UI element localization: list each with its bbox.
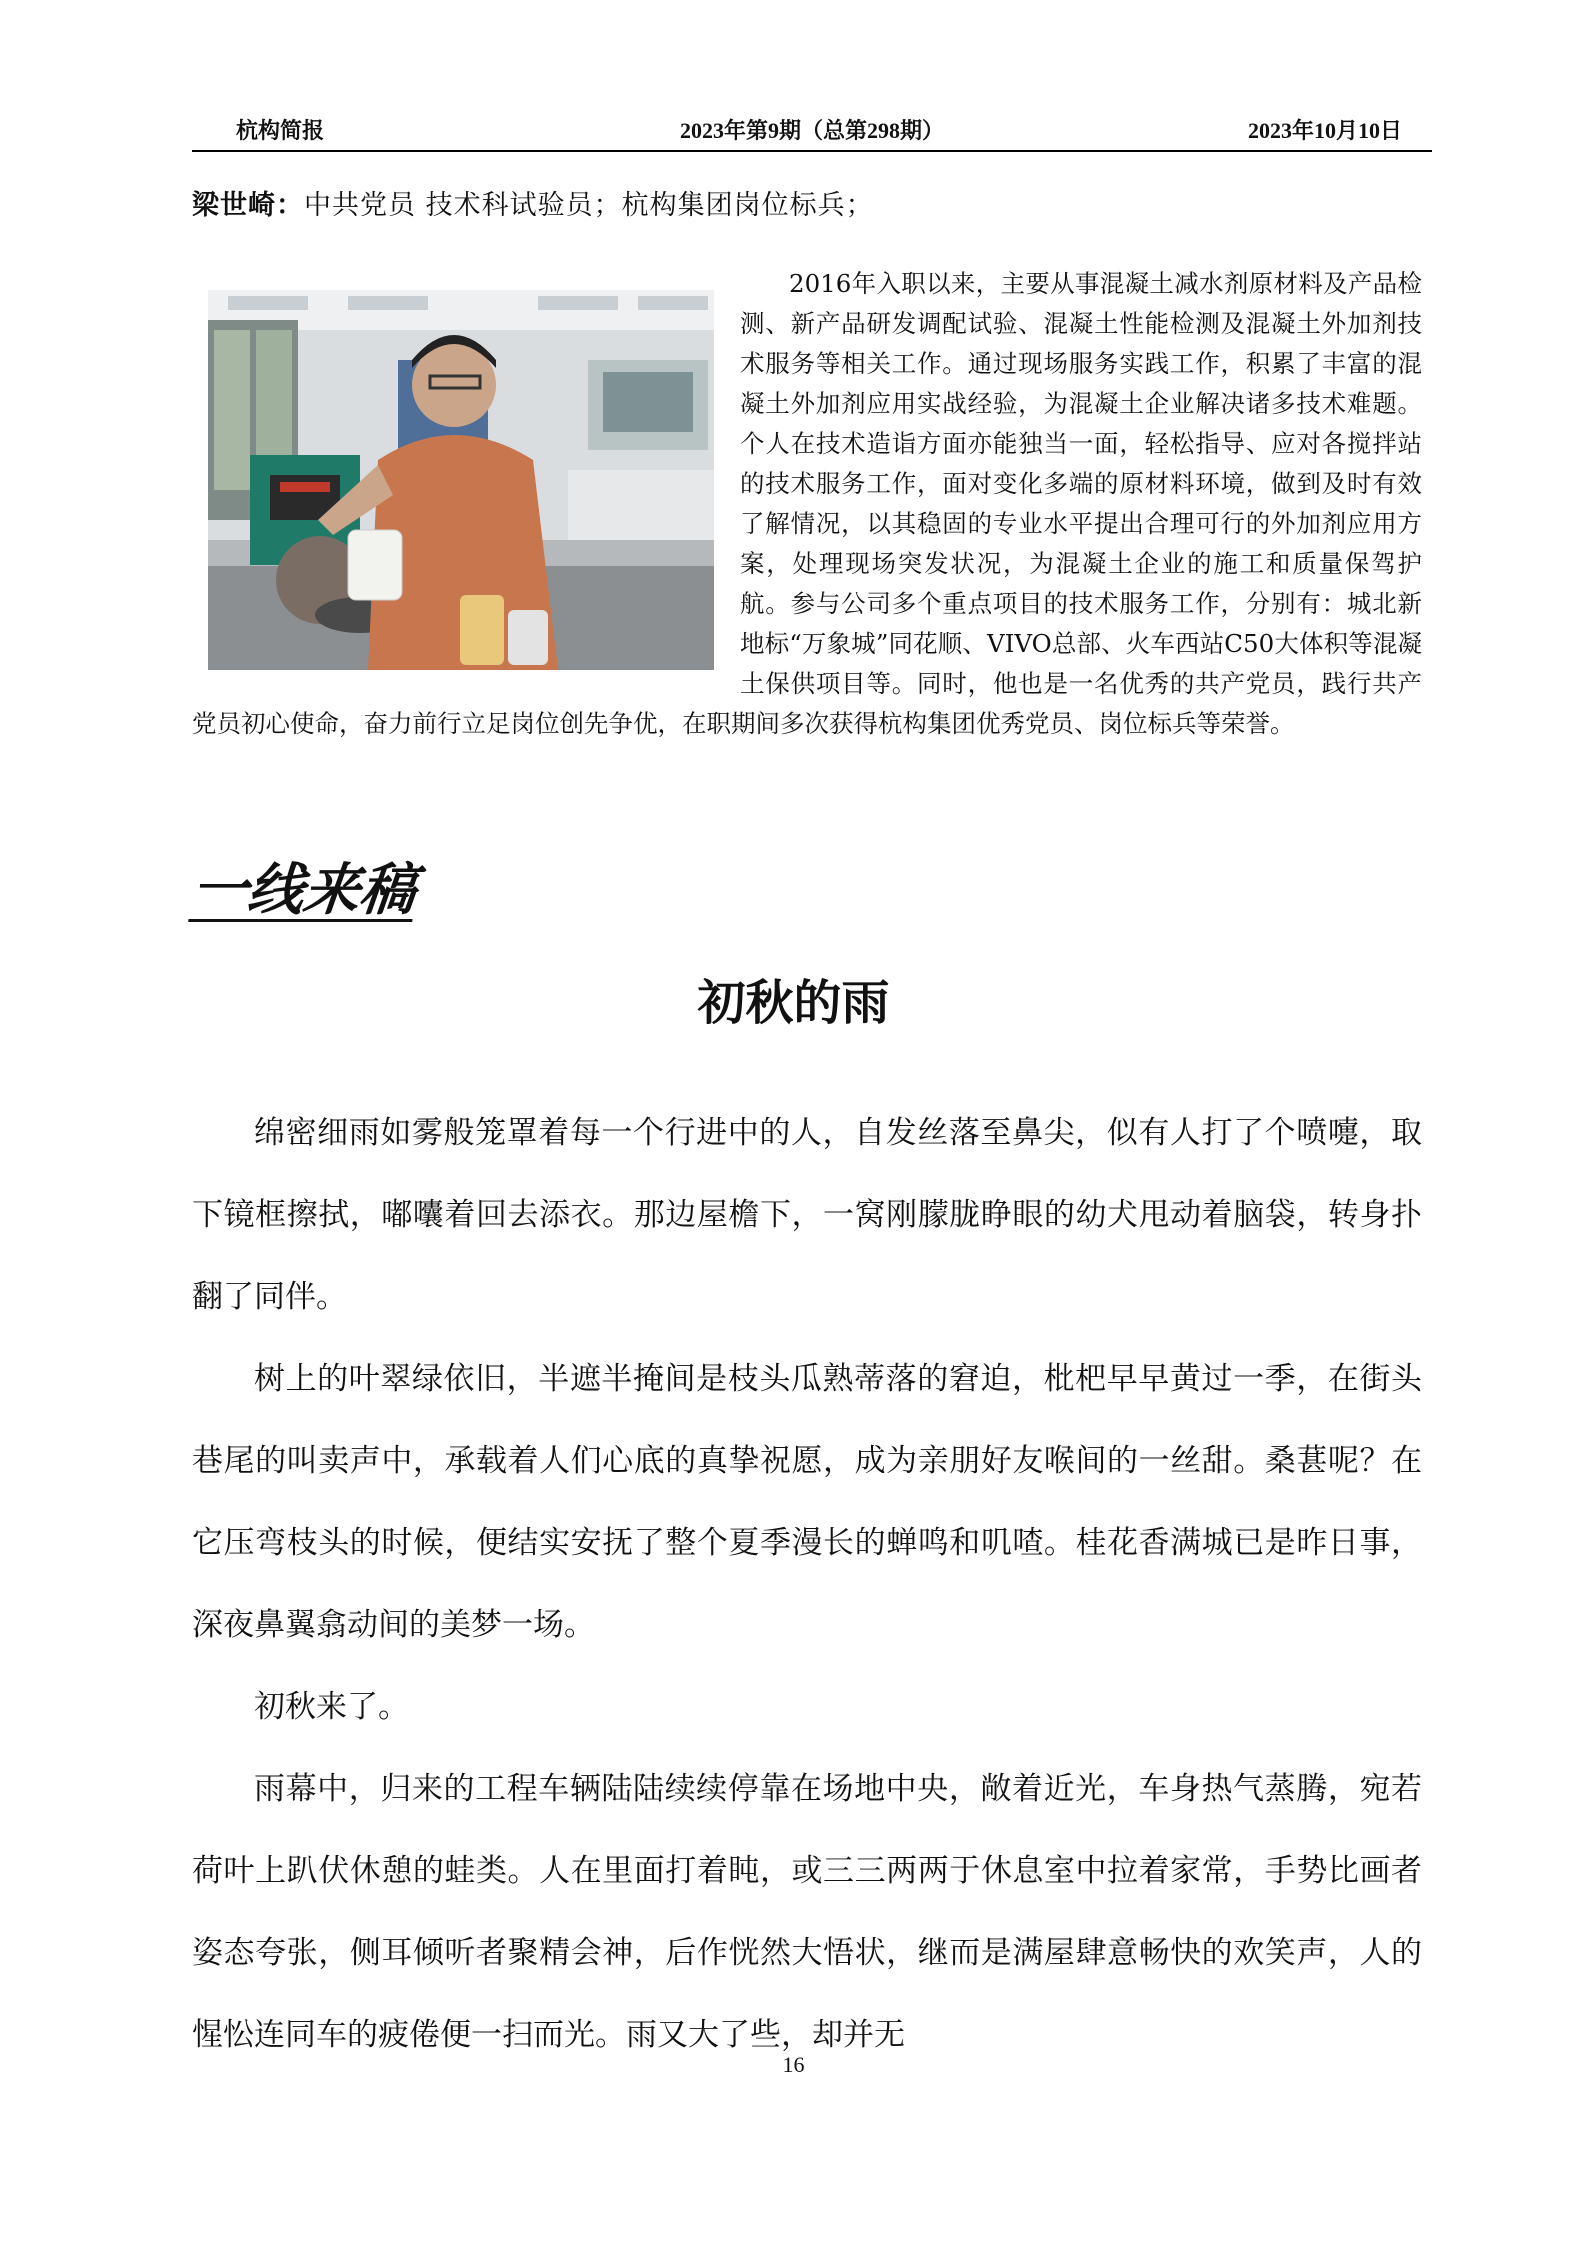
running-header bbox=[192, 110, 1432, 152]
article-paragraph: 绵密细雨如雾般笼罩着每一个行进中的人，自发丝落至鼻尖，似有人打了个喷嚏，取下镜框擦拭，嘟囔着回去添衣。那边屋檐下，一窝刚朦胧睁眼的幼犬甩动着脑袋，转身扑翻了同伴。 bbox=[192, 1115, 1422, 1315]
article-body bbox=[192, 1092, 1422, 2076]
profile-bio bbox=[192, 264, 1422, 744]
article-paragraph: 初秋来了。 bbox=[254, 1689, 409, 1725]
page-number: 16 bbox=[782, 2052, 805, 2077]
profile-bio-text: 2016年入职以来，主要从事混凝土减水剂原材料及产品检测、新产品研发调配试验、混凝土性能检测及混凝土外加剂技术服务等相关工作。通过现场服务实践工作，积累了丰富的混凝土外加剂应用实战经验，为混凝土企业解决诸多技术难题。个人在技术造诣方面亦能独当一面，轻松指导、应对各搅拌站的技术服务工作，面对变化多端的原材料环境，做到及时有效了解情况，以其稳固的专业水平提出合理可行的外加剂应用方案，处理现场突发状况，为混凝土企业的施工和质量保驾护航。参与公司多个重点项目的技术服务工作，分别有：城北新地标“万象城”同花顺、VIVO总部、火车西站C50大体积等混凝土保供项目等。同时，他也是一名优秀的共产党员，践行共产党员初心使命，奋力前行立足岗位创先争优，在职期间多次获得杭构集团优秀党员、岗位标兵等荣誉。 bbox=[192, 269, 1422, 738]
profile-titles: 中共党员 技术科试验员；杭构集团岗位标兵； bbox=[304, 190, 874, 221]
profile-name: 梁世崎： bbox=[192, 190, 304, 221]
header-publication: 杭构简报 bbox=[236, 118, 325, 143]
section-title: 一线来稿 bbox=[188, 857, 420, 923]
article-paragraph: 树上的叶翠绿依旧，半遮半掩间是枝头瓜熟蒂落的窘迫，枇杷早早黄过一季，在街头巷尾的叫卖声中，承载着人们心底的真挚祝愿，成为亲朋好友喉间的一丝甜。桑葚呢？在它压弯枝头的时候，便结实安抚了整个夏季漫长的蝉鸣和叽喳。桂花香满城已是昨日事，深夜鼻翼翕动间的美梦一场。 bbox=[192, 1361, 1422, 1643]
header-date: 2023年10月10日 bbox=[1247, 118, 1402, 143]
profile-heading bbox=[192, 183, 874, 222]
photo-wrap-space bbox=[192, 264, 740, 684]
header-issue: 2023年第9期（总第298期） bbox=[679, 118, 944, 143]
article-paragraph: 雨幕中，归来的工程车辆陆陆续续停靠在场地中央，敞着近光，车身热气蒸腾，宛若荷叶上趴伏休憩的蛙类。人在里面打着盹，或三三两两于休息室中拉着家常，手势比画者姿态夸张，侧耳倾听者聚精会神，后作恍然大悟状，继而是满屋肆意畅快的欢笑声，人的惺忪连同车的疲倦便一扫而光。雨又大了些，却并无 bbox=[192, 1771, 1422, 2053]
article-title: 初秋的雨 bbox=[697, 975, 890, 1031]
